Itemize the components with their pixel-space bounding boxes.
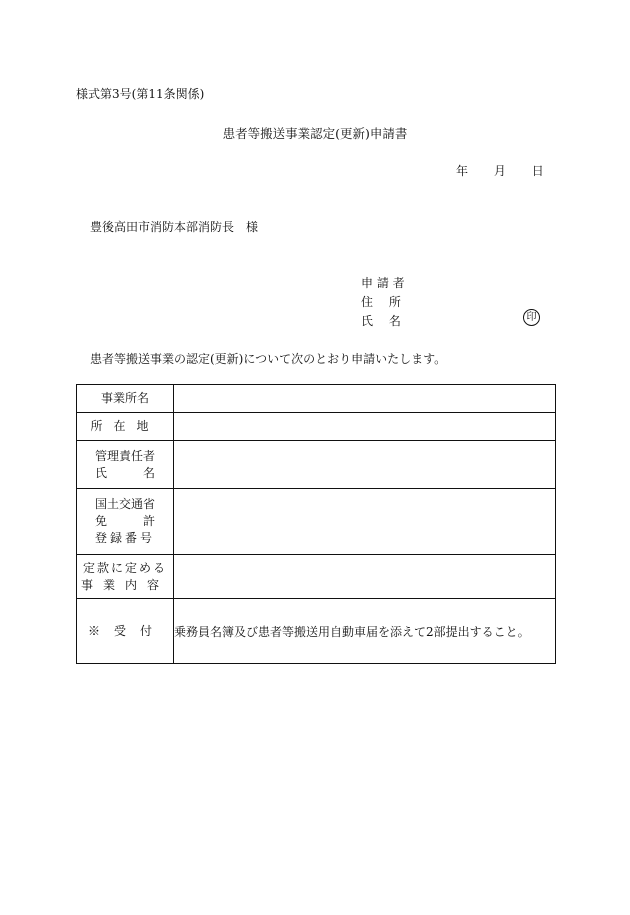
application-form-table [76,384,556,664]
addressee: 豊後高田市消防本部消防長 様 [90,220,259,234]
table-row-manager [77,441,556,489]
table-row-registration [77,489,556,555]
table-row-office-name [77,385,556,413]
label-reception [77,599,174,664]
label-text: 所在地 [90,419,160,433]
label-text: 登録番号 [94,531,155,545]
label-registration [77,489,174,555]
date-year-label: 年 [456,164,469,178]
label-text: 定款に定める [82,560,167,575]
value-manager[interactable] [174,441,556,489]
applicant-address-label: 住 所 [361,295,401,309]
applicant-label: 申 請 者 [361,276,405,290]
value-business-content[interactable] [174,555,556,599]
date-day-label: 日 [531,164,544,178]
label-text: 氏 名 [94,465,155,480]
table-row-reception [77,599,556,664]
table-row-business-content [77,555,556,599]
label-text: 国土交通省 [94,497,155,511]
intro-text: 患者等搬送事業の認定(更新)について次のとおり申請いたします。 [90,352,447,366]
table-row-location [77,413,556,441]
label-text: 事業所名 [100,391,149,405]
label-text: ※受付 [87,623,166,638]
date-line [456,162,544,179]
label-business-content [77,555,174,599]
value-location[interactable] [174,413,556,441]
value-office-name[interactable] [174,385,556,413]
label-office-name [77,385,174,413]
value-registration[interactable] [174,489,556,555]
form-number: 様式第3号(第11条関係) [76,87,205,101]
document-title: 患者等搬送事業認定(更新)申請書 [222,126,408,141]
date-month-label: 月 [493,164,506,178]
reception-note: 乗務員名簿及び患者等搬送用自動車届を添えて2部提出すること。 [174,599,556,664]
label-text: 事業内容 [80,577,169,592]
label-text: 管理責任者 [94,448,155,463]
label-text: 免 許 [94,514,155,528]
seal-mark: 印 [523,309,540,326]
label-manager [77,441,174,489]
label-location [77,413,174,441]
applicant-name-label: 氏 名 [361,314,401,328]
